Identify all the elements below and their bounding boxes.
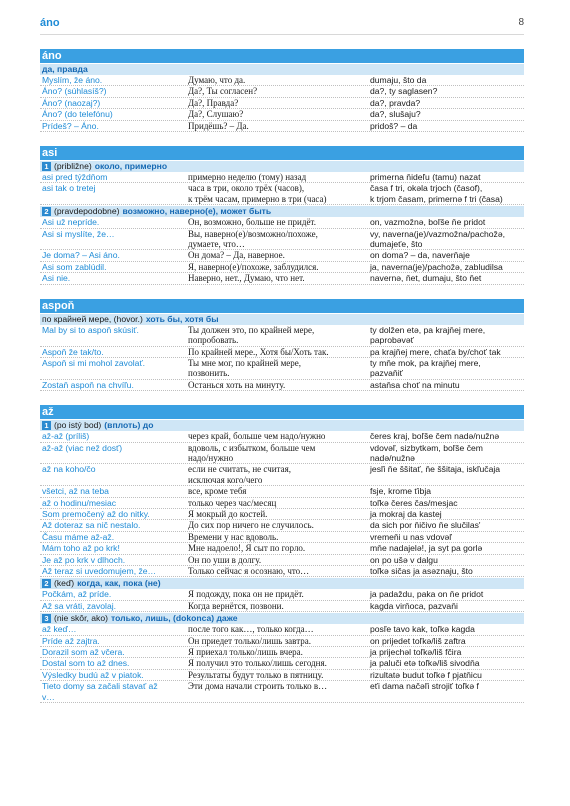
example-slovak: Mám toho až po krk!: [42, 543, 120, 554]
example-russian: Мне надоело!, Я сыт по горло.: [188, 543, 306, 554]
example-transcription: da sich por ňičivo ňe slučilas': [370, 520, 481, 531]
example-slovak: Som premočený až do nitky.: [42, 508, 150, 519]
example-transcription: jesľi ňe ššitať, ňe ššitaja, iskľučaja: [370, 464, 501, 475]
example-transcription: on, vazmožnə, boľše ňe pridot: [370, 217, 486, 228]
example-slovak: Zostaň aspoň na chvíľu.: [42, 379, 134, 390]
example-transcription: astaňsa choť na minutu: [370, 379, 460, 390]
example-row: [40, 109, 524, 120]
example-slovak: Času máme až-až.: [42, 531, 115, 542]
example-row: [40, 464, 524, 486]
example-slovak: až-až (viac než dosť): [42, 442, 123, 453]
example-row: [40, 532, 524, 543]
example-transcription: časa f tri, okəla trjoch (časof), k trjom časam, primernə f tri (časa): [370, 183, 503, 204]
example-russian: Ты мне мог, по крайней мере, позвонить.: [188, 357, 302, 379]
example-russian: Ты должен это, по крайней мере, попробовать.: [188, 324, 315, 346]
example-slovak: Až teraz si uvedomujem, že…: [42, 566, 157, 576]
example-russian: Эти дома начали строить только в…: [188, 681, 328, 692]
example-row: [40, 229, 524, 251]
example-transcription: primerna ňideľu (tamu) nazat: [370, 172, 481, 183]
example-transcription: ja prijechəl toľkə/liš fčira: [370, 647, 462, 658]
running-header-word: áno: [40, 17, 60, 29]
example-russian: До сих пор ничего не случилось.: [188, 520, 314, 531]
example-row: [40, 172, 524, 183]
example-row: [40, 443, 524, 465]
example-russian: Наверно, нет., Думаю, что нет.: [188, 273, 305, 284]
example-transcription: čeres kraj, boľše čem nadə/nužnə: [370, 431, 500, 442]
sense-gloss-russian: (вплоть) до: [104, 420, 154, 431]
example-transcription: ty mňe mok, pa krajňej mere, pazvaňiť: [370, 357, 481, 379]
entry-headword: áno: [40, 49, 524, 63]
sense-gloss-slovak: (keď): [54, 578, 75, 589]
example-transcription: da?, slušaju?: [370, 109, 421, 120]
example-transcription: da?, ty saglasen?: [370, 86, 438, 97]
example-transcription: navernə, ňet, dumaju, što ňet: [370, 273, 482, 284]
example-slovak: Je až po krk v dlhoch.: [42, 554, 126, 565]
example-slovak: Príde až zajtra.: [42, 635, 100, 646]
example-russian: Да?, Слушаю?: [188, 109, 244, 120]
example-slovak: Áno? (naozaj?): [42, 97, 101, 108]
entry-section: [40, 146, 524, 285]
entry-section: [40, 49, 524, 132]
example-row: [40, 325, 524, 347]
example-row: [40, 681, 524, 703]
example-row: [40, 601, 524, 612]
example-russian: все, кроме тебя: [188, 486, 247, 497]
dictionary-page: [40, 14, 524, 703]
example-row: [40, 183, 524, 205]
example-transcription: vremeňi u nas vdovəľ: [370, 531, 452, 542]
example-transcription: mňe nadajelə!, ja syt pa gorlə: [370, 543, 483, 554]
example-russian: Вы, наверно(е)/возможно/похоже, думаете, что…: [188, 228, 318, 250]
example-slovak: až-až (príliš): [42, 431, 90, 442]
example-russian: Результаты будут только в пятницу.: [188, 669, 324, 680]
sense-gloss-russian: хоть бы, хотя бы: [145, 313, 219, 324]
example-russian: Он, возможно, больше не придёт.: [188, 217, 316, 228]
example-transcription: pa krajňej mere, chaťa by/choť tak: [370, 346, 501, 357]
example-row: [40, 509, 524, 520]
example-transcription: kagda virňoca, pazvaňi: [370, 600, 458, 611]
example-transcription: da?, pravda?: [370, 97, 421, 108]
sense-gloss-russian: когда, как, пока (не): [77, 578, 161, 589]
sense-number: 2: [42, 579, 51, 588]
example-row: [40, 98, 524, 109]
example-row: [40, 262, 524, 273]
example-row: [40, 121, 524, 132]
sense-number: 2: [42, 207, 51, 216]
sense-gloss-russian: да, правда: [42, 64, 88, 74]
entry-headword: aspoň: [40, 299, 524, 313]
entry-headword: až: [40, 405, 524, 419]
sense-gloss-russian: только, лишь, (dokonca) даже: [110, 613, 238, 624]
example-transcription: vdovəľ, sizbytkəm, boľše čem nadə/nužnə: [370, 442, 483, 463]
example-transcription: ja mokraj da kastej: [370, 508, 442, 519]
example-slovak: Áno? (súhlasíš?): [42, 86, 107, 97]
example-russian: Да?, Ты согласен?: [188, 86, 258, 97]
example-slovak: Asi si myslíte, že…: [42, 228, 115, 239]
example-transcription: fsje, krome ťibja: [370, 486, 432, 497]
example-russian: Думаю, что да.: [188, 75, 246, 85]
example-russian: Останься хоть на минуту.: [188, 379, 286, 390]
sense-number: 3: [42, 614, 51, 623]
example-slovak: až keď…: [42, 624, 77, 635]
example-transcription: vy, naverna(je)/vazmožna/pachožə, dumajeťe, što: [370, 228, 506, 250]
example-russian: Он дома? – Да, наверное.: [188, 250, 285, 261]
example-slovak: Dorazil som až včera.: [42, 647, 125, 658]
sense-header: [40, 161, 524, 172]
example-russian: Он по уши в долгу.: [188, 554, 262, 565]
example-transcription: ty dolžen etə, pa krajňej mere, paprobəvəť: [370, 324, 486, 346]
example-russian: часа в три, около трёх (часов), к трём часам, примерно в три (часа): [188, 183, 327, 204]
example-slovak: Až sa vráti, zavolaj.: [42, 600, 117, 611]
example-slovak: až o hodinu/mesiac: [42, 497, 117, 508]
example-row: [40, 647, 524, 658]
example-slovak: Výsledky budú až v piatok.: [42, 669, 144, 680]
example-russian: через край, больше чем надо/нужно: [188, 431, 326, 442]
example-russian: Придёшь? – Да.: [188, 120, 249, 131]
dictionary-entries: [40, 49, 524, 703]
sense-header: [40, 578, 524, 589]
example-row: [40, 86, 524, 97]
example-row: [40, 380, 524, 391]
example-slovak: Aspoň že tak/to.: [42, 346, 104, 357]
example-row: [40, 486, 524, 497]
example-russian: Я приехал только/лишь вчера.: [188, 647, 303, 658]
example-russian: вдоволь, с избытком, больше чем надо/нужно: [188, 442, 316, 463]
sense-number: 1: [42, 162, 51, 171]
example-row: [40, 358, 524, 380]
example-transcription: on doma? – da, naverňaje: [370, 250, 470, 261]
example-row: [40, 624, 524, 635]
example-transcription: posľe tavo kak, toľkə kagda: [370, 624, 475, 635]
example-row: [40, 658, 524, 669]
example-row: [40, 75, 524, 86]
example-slovak: Asi som zablúdil.: [42, 261, 107, 272]
example-slovak: Asi už nepríde.: [42, 217, 100, 228]
example-russian: Я, наверно(е)/похоже, заблудился.: [188, 261, 319, 272]
example-row: [40, 431, 524, 442]
example-slovak: Aspoň si mi mohol zavolať.: [42, 357, 146, 368]
example-russian: Когда вернётся, позвони.: [188, 600, 284, 611]
example-slovak: Je doma? – Asi áno.: [42, 250, 120, 261]
sense-header: [40, 613, 524, 624]
sense-header: [40, 314, 524, 325]
page-number: 8: [518, 17, 524, 28]
example-transcription: eťi dama načəľi strojiť toľkə f: [370, 681, 479, 692]
example-russian: после того как…, только когда…: [188, 624, 314, 635]
example-russian: если не считать, не считая, исключая кого/чего: [188, 464, 291, 485]
example-row: [40, 566, 524, 577]
example-row: [40, 250, 524, 261]
example-row: [40, 273, 524, 284]
example-transcription: toľkə sičas ja asəznaju, što: [370, 566, 473, 576]
example-transcription: ja paluči etə toľkə/liš sivodňa: [370, 658, 480, 669]
example-slovak: Asi nie.: [42, 273, 71, 284]
example-slovak: Myslím, že áno.: [42, 75, 103, 85]
example-slovak: Až doteraz sa nič nestalo.: [42, 520, 141, 531]
example-slovak: asi pred týždňom: [42, 172, 108, 183]
example-russian: примерно неделю (тому) назад: [188, 172, 307, 183]
example-slovak: asi tak o tretej: [42, 183, 96, 194]
example-row: [40, 670, 524, 681]
example-transcription: ja padaždu, paka on ňe pridot: [370, 589, 484, 600]
example-russian: Я мокрый до костей.: [188, 508, 268, 519]
sense-gloss-slovak: (pravdepodobne): [54, 206, 120, 217]
example-slovak: Mal by si to aspoň skúsiť.: [42, 324, 139, 335]
example-row: [40, 498, 524, 509]
example-transcription: rizultatə budut toľkə f pjatňicu: [370, 669, 482, 680]
example-slovak: Tieto domy sa začali stavať až v…: [42, 681, 158, 702]
example-row: [40, 636, 524, 647]
sense-header: [40, 420, 524, 431]
example-transcription: pridoš? – da: [370, 120, 418, 131]
example-slovak: Počkám, až príde.: [42, 589, 112, 600]
example-row: [40, 589, 524, 600]
sense-gloss-slovak: (po istý bod): [54, 420, 102, 431]
example-row: [40, 543, 524, 554]
running-header: [40, 14, 524, 35]
example-slovak: až na koho/čo: [42, 464, 96, 475]
example-transcription: on po ušə v dalgu: [370, 554, 438, 565]
example-russian: только через час/месяц: [188, 497, 277, 508]
sense-number: 1: [42, 421, 51, 430]
sense-gloss-slovak: (nie skôr, ako): [54, 613, 108, 624]
entry-section: [40, 299, 524, 391]
sense-gloss-slovak: по крайней мере, (hovor.): [42, 313, 143, 324]
example-russian: Я подожду, пока он не придёт.: [188, 589, 304, 600]
example-russian: Только сейчас я осознаю, что…: [188, 566, 310, 576]
example-row: [40, 520, 524, 531]
sense-header: [40, 206, 524, 217]
example-transcription: ja, naverna(je)/pachožə, zabludilsa: [370, 261, 503, 272]
example-row: [40, 347, 524, 358]
entry-headword: asi: [40, 146, 524, 160]
example-slovak: všetci, až na teba: [42, 486, 109, 497]
example-slovak: Dostal som to až dnes.: [42, 658, 130, 669]
sense-gloss-slovak: (približne): [54, 161, 92, 172]
sense-header: [40, 64, 524, 75]
example-transcription: dumaju, što da: [370, 75, 427, 85]
entry-section: [40, 405, 524, 703]
example-russian: Времени у нас вдоволь.: [188, 531, 279, 542]
example-transcription: on prijedet toľkə/liš zaftra: [370, 635, 466, 646]
example-transcription: toľkə čeres čas/mesjac: [370, 497, 458, 508]
example-russian: Да?, Правда?: [188, 97, 239, 108]
example-russian: Я получил это только/лишь сегодня.: [188, 658, 327, 669]
sense-gloss-russian: около, примерно: [94, 161, 168, 172]
example-slovak: Prídeš? – Áno.: [42, 120, 99, 131]
example-russian: По крайней мере., Хотя бы/Хоть так.: [188, 346, 329, 357]
example-row: [40, 555, 524, 566]
example-slovak: Áno? (do telefónu): [42, 109, 113, 120]
example-russian: Он приедет только/лишь завтра.: [188, 635, 311, 646]
sense-gloss-russian: возможно, наверно(е), может быть: [122, 206, 272, 217]
example-row: [40, 217, 524, 228]
